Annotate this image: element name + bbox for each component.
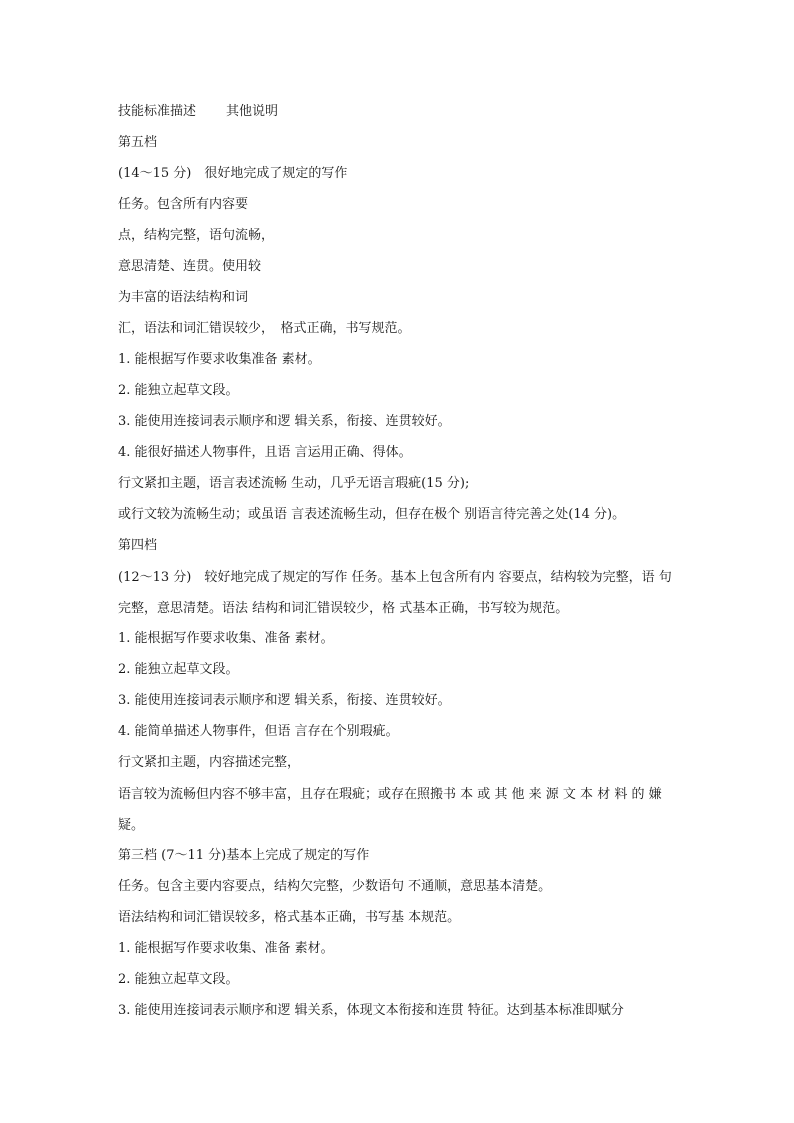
text-line: 行文紧扣主题，语言表述流畅 生动，几乎无语言瑕疵(15 分); (118, 476, 470, 491)
list-item: 1. 能根据写作要求收集准备 素材。 (118, 352, 321, 367)
list-item: 1. 能根据写作要求收集、准备 素材。 (118, 631, 334, 646)
text-line: 语法结构和词汇错误较多，格式基本正确，书写基 本规范。 (118, 910, 461, 925)
text-line: 点，结构完整，语句流畅， (118, 228, 275, 243)
list-item: 4. 能很好描述人物事件，且语 言运用正确、得体。 (118, 445, 412, 460)
list-item: 2. 能独立起草文段。 (118, 972, 239, 987)
list-item: 2. 能独立起草文段。 (118, 662, 239, 677)
text-line: 任务。包含主要内容要点，结构欠完整，少数语句 不通顺，意思基本清楚。 (118, 879, 552, 894)
list-item: 2. 能独立起草文段。 (118, 383, 239, 398)
text-line: 任务。包含所有内容要 (118, 197, 249, 212)
list-item: 3. 能使用连接词表示顺序和逻 辑关系，衔接、连贯较好。 (118, 693, 451, 708)
header-other-notes: 其他说明 (226, 104, 279, 119)
grade-five-title: 第五档 (118, 135, 158, 150)
list-item: 4. 能简单描述人物事件，但语 言存在个别瑕疵。 (118, 724, 399, 739)
list-item: 3. 能使用连接词表示顺序和逻 辑关系，衔接、连贯较好。 (118, 414, 451, 429)
text-line: 为丰富的语法结构和词 (118, 290, 249, 305)
document-body (118, 101, 678, 1031)
header-skill-standard: 技能标准描述 (118, 104, 197, 119)
grade-three-title: 第三档 (7～11 分)基本上完成了规定的写作 (118, 848, 370, 863)
text-line: 或行文较为流畅生动；或虽语 言表述流畅生动，但存在极个 别语言待完善之处(14 分)。 (118, 507, 626, 522)
text-line: 行文紧扣主题，内容描述完整， (118, 755, 301, 770)
text-line: 汇，语法和词汇错误较少， 格式正确，书写规范。 (118, 321, 411, 336)
table-header (118, 101, 678, 132)
list-item: 3. 能使用连接词表示顺序和逻 辑关系，体现文本衔接和连贯 特征。达到基本标准即赋分 (118, 1003, 624, 1018)
grade-four-description: (12～13 分) 较好地完成了规定的写作 任务。基本上包含所有内 容要点，结构较为完整，语 句完整，意思清楚。语法 结构和词汇错误较少，格 式基本正确，书写较为规范。 (118, 570, 672, 616)
text-line: 意思清楚、连贯。使用较 (118, 259, 262, 274)
text-line: 语言较为流畅但内容不够丰富，且存在瑕疵；或存在照搬书 本 或 其 他 来 源 文 本 材 料 的 嫌疑。 (118, 787, 662, 833)
list-item: 1. 能根据写作要求收集、准备 素材。 (118, 941, 334, 956)
grade-five-score: (14～15 分) 很好地完成了规定的写作 (118, 166, 348, 181)
grade-four-title: 第四档 (118, 538, 158, 553)
